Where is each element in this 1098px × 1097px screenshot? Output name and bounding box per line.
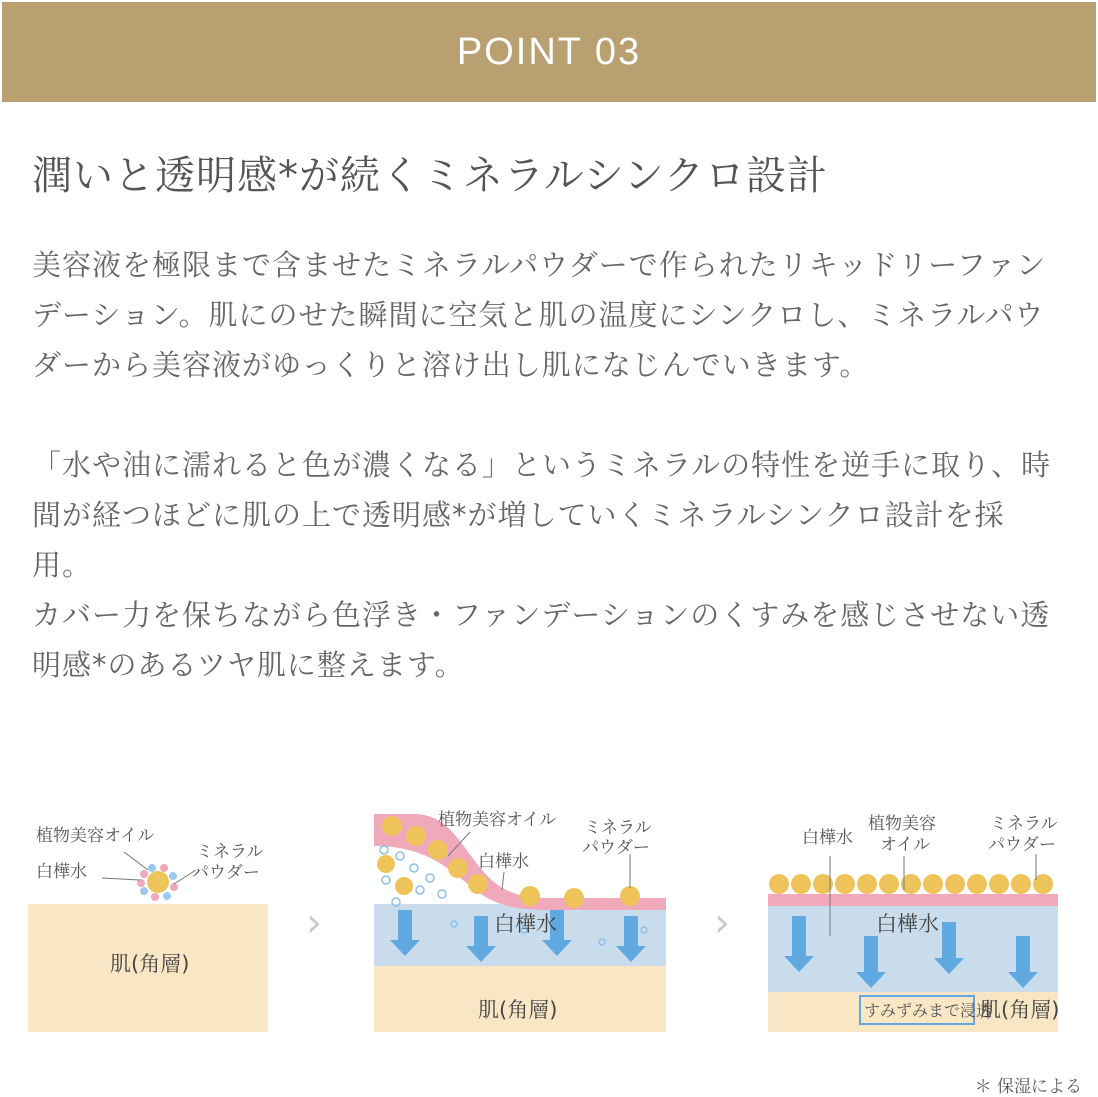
point-banner: [2, 2, 1096, 102]
chevron-right-icon: ›: [306, 900, 322, 946]
birch-water-label: 白樺水: [478, 852, 529, 872]
description: [32, 240, 1052, 690]
skin-label: 肌(角層): [478, 998, 558, 1022]
paragraph-1: 美容液を極限まで含ませたミネラルパウダーで作られたリキッドリーファンデーション。肌にのせた瞬間に空気と肌の温度にシンクロし、ミネラルパウダーから美容液がゆっくりと溶け出し肌になじんでいきます。: [32, 248, 1047, 382]
skin-label: 肌(角層): [980, 998, 1060, 1022]
oil-label: 植物美容オイル: [36, 826, 155, 846]
powder-label: パウダー: [582, 838, 650, 858]
skin-label: 肌(角層): [110, 952, 190, 976]
birch-water-main-label: 白樺水: [494, 912, 557, 936]
deep-penetration-label: すみずみまで浸透: [864, 1001, 993, 1020]
powder-label: パウダー: [192, 863, 260, 883]
paragraph-gap: [32, 390, 1052, 440]
paragraph-2: 「水や油に濡れると色が濃くなる」というミネラルの特性を逆手に取り、時間が経つほどに肌の上で透明感*が増していくミネラルシンクロ設計を採用。: [32, 448, 1052, 582]
diagram-panel-3: [768, 806, 1058, 1032]
birch-water-main-label: 白樺水: [876, 912, 939, 936]
mineral-label: ミネラル: [584, 818, 652, 838]
diagram-panel-2: [374, 806, 666, 1032]
mineral-particle-cluster: [137, 864, 178, 901]
mineral-label: ミネラル: [196, 842, 264, 862]
paragraph-3: カバー力を保ちながら色浮き・ファンデーションのくすみを感じさせない透明感*のあるツヤ肌に整えます。: [32, 598, 1051, 682]
oil-beads: [769, 874, 1053, 894]
birch-water-label: 白樺水: [802, 828, 853, 848]
diagram-panel-1: [28, 806, 268, 1032]
point-title: POINT 03: [456, 30, 642, 73]
chevron-right-icon: ›: [714, 900, 730, 946]
footnote: ＊ 保湿による: [974, 1077, 1082, 1097]
powder-label: パウダー: [988, 835, 1056, 855]
oil-label-line-1: 植物美容: [868, 814, 936, 834]
essence-layer: [768, 894, 1058, 906]
mineral-label: ミネラル: [990, 814, 1058, 834]
oil-label-line-2: オイル: [880, 835, 931, 855]
birch-water-label: 白樺水: [36, 862, 87, 882]
section-heading: 潤いと透明感*が続くミネラルシンクロ設計: [32, 153, 828, 199]
oil-label: 植物美容オイル: [438, 810, 557, 830]
